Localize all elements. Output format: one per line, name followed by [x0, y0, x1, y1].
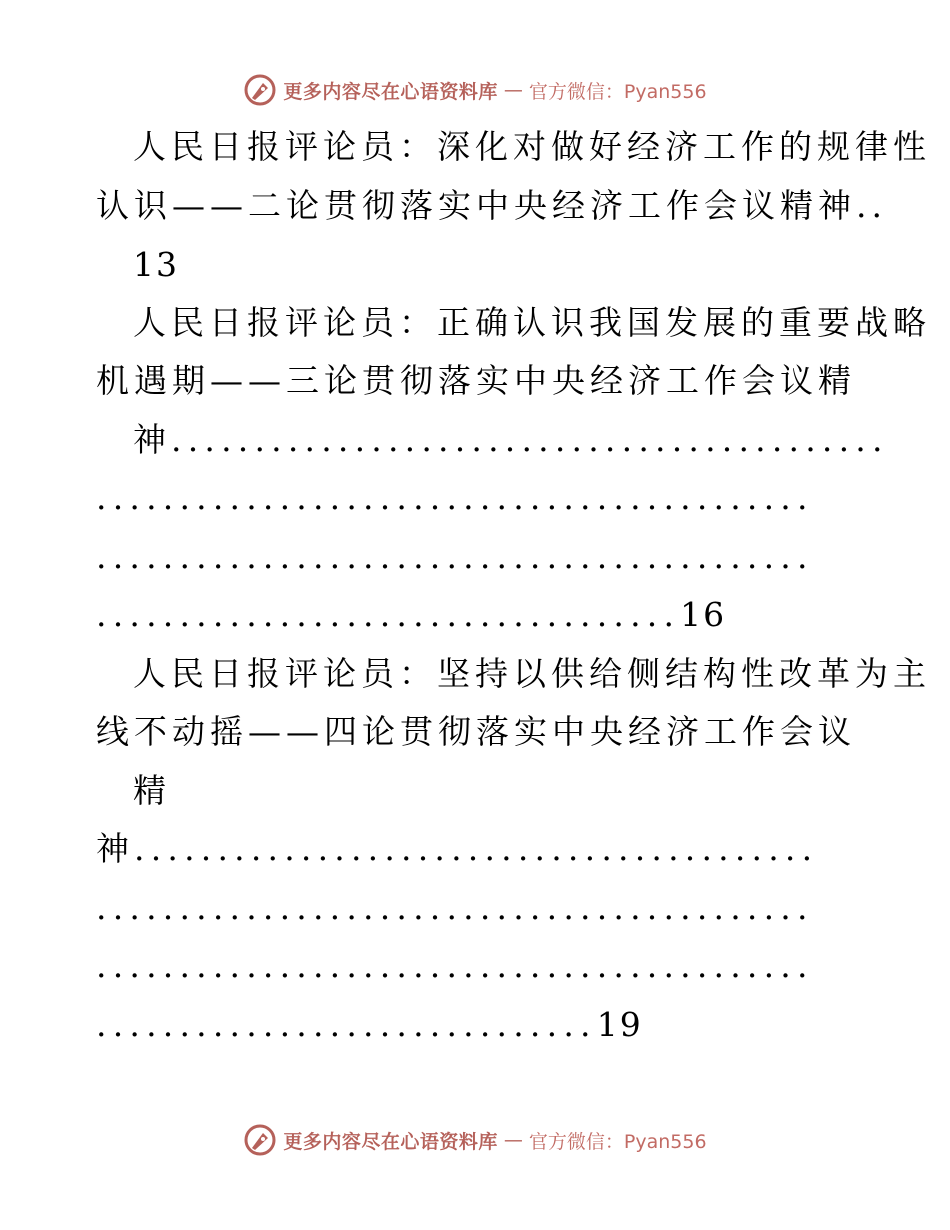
- toc-entry-2-dots-2: ...........................................: [96, 478, 814, 517]
- toc-entry-1-page: 13: [133, 245, 179, 284]
- toc-entry-3-dots-1: .........................................: [134, 829, 819, 868]
- toc-entry-3-line-2: 线不动摇——四论贯彻落实中央经济工作会议: [96, 712, 856, 751]
- toc-entry-2-line-2: 机遇期——三论贯彻落实中央经济工作会议精: [96, 361, 856, 400]
- toc-entry-2-line-1: 人民日报评论员：正确认识我国发展的重要战略: [133, 303, 931, 342]
- toc-entry-2-line-3-text: 神: [133, 420, 171, 459]
- watermark: [243, 73, 706, 107]
- toc-entry-3-dots-4: ..............................: [96, 1005, 597, 1044]
- toc-entry-3-line-4: [96, 829, 818, 869]
- watermark-text: 更多内容尽在心语资料库: [283, 80, 498, 103]
- toc-entry-3-dots-3: ...........................................: [96, 946, 814, 985]
- toc-entry-2-last-line: [96, 595, 726, 635]
- watermark-footer-text: 更多内容尽在心语资料库: [283, 1130, 498, 1153]
- toc-entry-2-line-3: [133, 420, 889, 460]
- watermark-dash: —: [503, 79, 523, 101]
- toc-entry-2-dots-1: ...........................................: [171, 420, 889, 459]
- watermark-footer-dash: —: [503, 1129, 523, 1151]
- watermark-footer: [243, 1123, 706, 1157]
- toc-entry-2-page: 16: [680, 595, 727, 634]
- toc-entry-3-line-4-text: 神: [96, 829, 134, 868]
- toc-entry-1-line-2: 认识——二论贯彻落实中央经济工作会议精神..: [96, 186, 887, 225]
- pen-nib-logo-icon: [243, 73, 277, 107]
- toc-entry-1-line-1: 人民日报评论员：深化对做好经济工作的规律性: [133, 127, 931, 166]
- toc-entry-3-line-3: 精: [133, 771, 171, 810]
- toc-entry-3-dots-2: ...........................................: [96, 888, 814, 927]
- watermark-wechat: 官方微信：Pyan556: [528, 80, 707, 103]
- toc-entry-3-last-line: [96, 1005, 643, 1045]
- toc-entry-3-page: 19: [596, 1005, 643, 1044]
- pen-nib-logo-icon: [243, 1123, 277, 1157]
- toc-entry-2-dots-3: ...........................................: [96, 537, 814, 576]
- toc-entry-3-line-1: 人民日报评论员：坚持以供给侧结构性改革为主: [133, 654, 931, 693]
- toc-entry-2-dots-4: ...................................: [96, 595, 681, 634]
- footer-watermark: [0, 1120, 950, 1160]
- header-watermark: [0, 70, 950, 110]
- watermark-footer-wechat: 官方微信：Pyan556: [528, 1130, 707, 1153]
